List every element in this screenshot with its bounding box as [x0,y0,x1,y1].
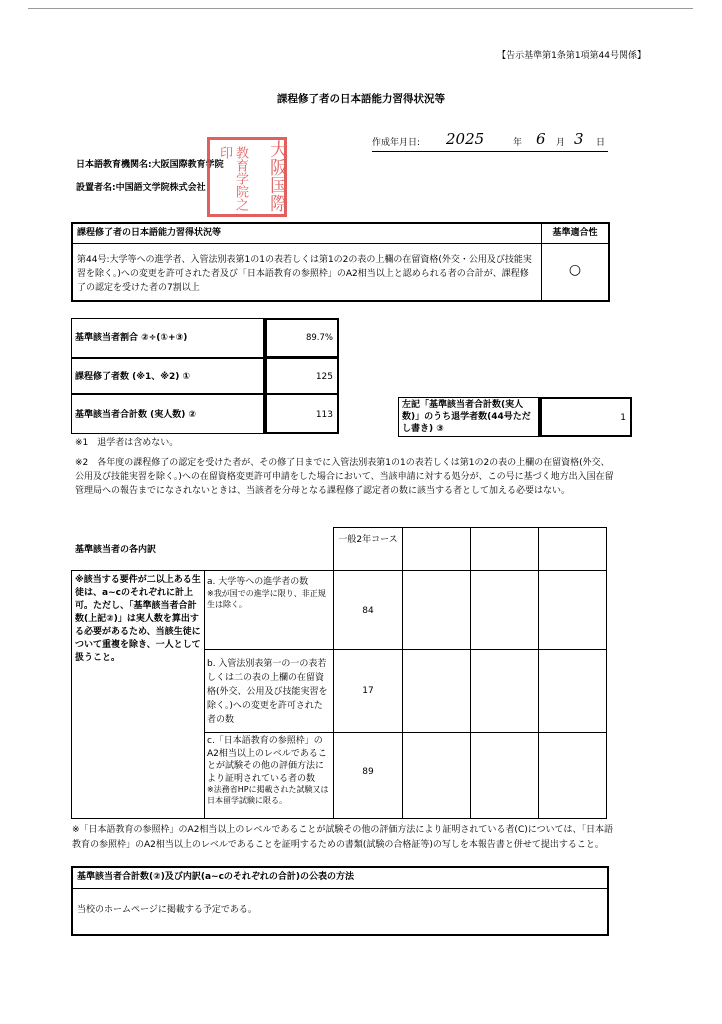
regulation-reference: 【告示基準第1条第1項第44号関係】 [497,51,646,61]
publication-table [71,866,609,936]
institution-label: 日本語教育機関名: [76,160,152,170]
breakdown-table [71,527,607,819]
row-c-value-cell [333,732,403,819]
row-b-label-cell [204,649,334,733]
criteria-heading: 課程修了者の日本語能力習得状況等 [77,228,222,238]
row-b-empty-3 [470,649,539,733]
empty-header-4 [538,527,607,571]
qualified-label-cell [71,394,265,434]
founder-name [76,182,206,195]
ratio-value-cell [265,318,339,358]
course-header-cell [333,527,403,571]
publication-heading: 基準該当者合計数(②)及び内訳(a~cのそれぞれの合計)の公表の方法 [77,872,355,882]
empty-header-2 [402,527,471,571]
row-a-value: 84 [362,606,374,616]
day-unit: 日 [596,138,606,148]
row-b-value: 17 [362,686,374,696]
fit-value: ○ [568,262,582,278]
row-a-empty-3 [470,570,539,650]
publication-body: 当校のホームページに掲載する予定である。 [77,905,257,915]
stats-table [71,318,339,430]
year-unit: 年 [513,138,523,148]
criteria-heading-cell [73,224,542,244]
institution-value: 大阪国際教育学院 [151,160,224,170]
empty-header-3 [470,527,539,571]
row-c-sub: ※法務省HPに掲載された試験又は日本留学試験に限る。 [207,785,329,805]
row-b-value-cell [333,649,403,733]
fit-value-cell [542,244,608,300]
top-rule [28,8,693,9]
row-c-empty-2 [402,732,471,819]
founder-value: 中国語文学院株式会社 [115,183,206,193]
row-c-empty-3 [470,732,539,819]
row-b-empty-4 [538,649,607,733]
qualified-value-cell [265,394,339,434]
founder-label: 設置者名: [76,183,116,193]
publication-heading-cell [73,868,607,889]
withdrawn-label: 左記「基準該当者合計数(実人数)」のうち退学者数(44号ただし書き) ③ [402,400,531,434]
footnote: ※「日本語教育の参照枠」のA2相当以上のレベルであることが試験その他の評価方法により証明されている者(C)については、「日本語教育の参照枠」のA2相当以上のレベルであることを証明するための書類(試験の合格証等)の写しを本報告書と併せて提出すること。 [72,825,614,850]
institution-seal [207,137,287,217]
row-a-label: a. 大学等への進学者の数 [207,577,309,587]
month-unit: 月 [556,138,566,148]
course-header: 一般2年コース [338,535,398,545]
criteria-table [71,222,610,302]
row-a-empty-2 [402,570,471,650]
withdrawn-label-cell [398,397,540,437]
qualified-label: 基準該当者合計数 (実人数) ② [75,410,197,420]
side-note-cell [71,570,205,819]
fit-heading: 基準適合性 [552,228,598,238]
creation-month: 6 [536,130,546,148]
page-title: 課程修了者の日本語能力習得状況等 [277,93,445,105]
breakdown-heading: 基準該当者の各内訳 [75,545,157,555]
row-b-label: b. 入管法別表第一の一の表若しくは二の表の上欄の在留資格(外交、公用及び技能実習を除く。)への変更を許可された者の数 [207,659,328,725]
completers-label: 課程修了者数 (※1、※2) ① [75,372,191,382]
withdrawn-value-cell [540,397,632,437]
seal-text-right: 大阪国際 [267,140,288,212]
completers-label-cell [71,358,265,394]
qualified-value: 113 [315,410,333,420]
seal-text-left: 教育学院之印 [217,146,248,211]
side-note: ※該当する要件が二以上ある生徒は、a~cのそれぞれに計上可。ただし、「基準該当者合計数(上記②)」は実人数を算出する必要があるため、当該生徒について重複を除き、一人として扱うこと。 [75,575,201,663]
note-2: ※2 各年度の課程修了の認定を受けた者が、その修了日までに入管法別表第1の1の表若しくは第1の2の表の上欄の在留資格(外交、公用及び技能実習を除く。)への在留資格変更許可申請をした場合において、当該申請に対する処分が、この号に基づく地方出入国在留管理局への報告までになされないときは、当該者を分母となる課程修了認定者の数に該当する者として加える必要はない。 [75,458,614,496]
row-c-label-cell [204,732,334,819]
ratio-value: 89.7% [305,333,333,343]
creation-year: 2025 [446,130,485,148]
note-1: ※1 退学者は含めない。 [75,438,179,448]
criteria-body-cell [73,244,542,300]
ratio-label-cell [71,318,265,358]
row-a-empty-4 [538,570,607,650]
criteria-body: 第44号:大学等への進学者、入管法別表第1の1の表若しくは第1の2の表の上欄の在留資格(外交・公用及び技能実習を除く。)への変更を許可された者及び「日本語教育の参照枠」のA2相当以上と認められる者の合計が、課程修了の認定を受けた者の7割以上 [77,255,532,293]
institution-name [76,159,224,172]
creation-date-label: 作成年月日: [372,138,421,148]
completers-value: 125 [315,372,333,382]
row-c-empty-4 [538,732,607,819]
fit-heading-cell [542,224,608,244]
withdrawn-value: 1 [620,413,626,423]
row-c-label: c.「日本語教育の参照枠」のA2相当以上のレベルであることが試験その他の評価方法により証明されている者の数 [207,736,327,784]
withdrawn-table [398,397,632,437]
creation-day: 3 [574,130,584,148]
ratio-label: 基準該当者割合 ②÷(①+③) [75,333,188,343]
row-a-label-cell [204,570,334,650]
row-c-value: 89 [362,767,374,777]
row-a-sub: ※我が国での進学に限り、非正規生は除く。 [207,589,326,609]
completers-value-cell [265,358,339,394]
row-a-value-cell [333,570,403,650]
creation-date-underline [372,151,608,152]
row-b-empty-2 [402,649,471,733]
